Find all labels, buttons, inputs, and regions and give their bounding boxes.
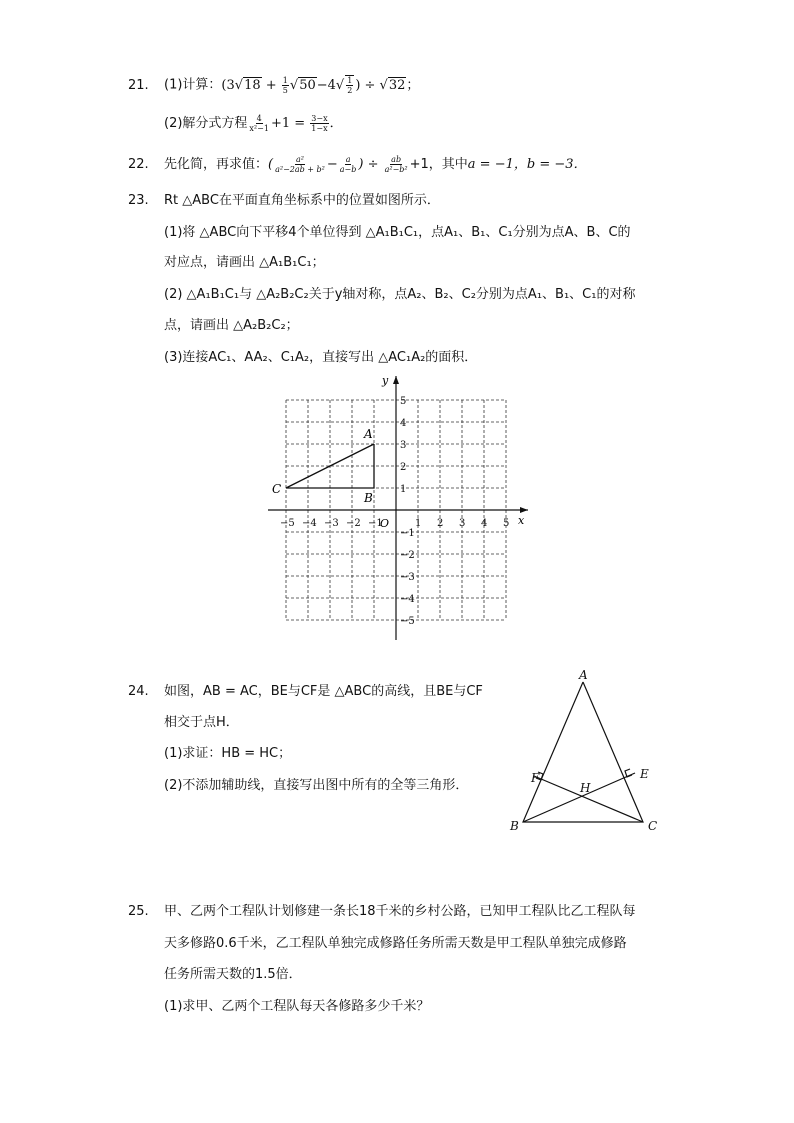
- q25-line1: 25. 甲、乙两个工程队计划修建一条长18千米的乡村公路，已知甲工程队比乙工程队每: [128, 904, 636, 919]
- x-axis-label: x: [518, 514, 525, 527]
- q24-triangle-figure: [505, 670, 665, 840]
- x-tick-label: 1: [415, 518, 422, 529]
- q22-text: 先化简，再求值：: [164, 157, 269, 172]
- point-c-label: C: [272, 482, 282, 496]
- q25-part1: (1)求甲、乙两个工程队每天各修路多少千米？: [164, 999, 430, 1014]
- q23-number: 23.: [128, 193, 149, 208]
- q25-line2: 天多修路0.6千米，乙工程队单独完成修路任务所需天数是甲工程队单独完成修路: [164, 936, 627, 951]
- x-tick-label: −5: [280, 518, 295, 529]
- q24-part2: (2)不添加辅助线，直接写出图中所有的全等三角形．: [164, 778, 469, 793]
- q23-part2-b: 点，请画出 △A₂B₂C₂；: [164, 318, 299, 333]
- q23-part1-a: (1)将 △ABC向下平移4个单位得到 △A₁B₁C₁，点A₁、B₁、C₁分别为点A、B、C的: [164, 225, 631, 240]
- q21-part2-label: (2)解分式方程: [164, 116, 248, 131]
- y-tick-label: −5: [400, 616, 415, 627]
- q23-intro: 23. Rt △ABC在平面直角坐标系中的位置如图所示．: [128, 193, 440, 208]
- fig-label-b: B: [510, 819, 519, 833]
- x-tick-label: 3: [459, 518, 466, 529]
- q21-part1-label: (1)计算：: [164, 77, 222, 93]
- x-tick-label: −1: [368, 518, 383, 529]
- triangle-abc-outline: [523, 682, 643, 822]
- q24-part1: (1)求证：HB = HC；: [164, 746, 292, 761]
- y-axis-label: y: [382, 374, 389, 387]
- q24-line1: 24. 如图，AB = AC，BE与CF是 △ABC的高线，且BE与CF: [128, 684, 483, 699]
- q22-number: 22.: [128, 157, 149, 172]
- y-tick-label: 5: [400, 396, 407, 407]
- fig-label-a: A: [579, 670, 588, 682]
- x-tick-label: −3: [324, 518, 339, 529]
- point-a-label: A: [364, 427, 373, 441]
- q21-part1: [128, 75, 419, 95]
- x-tick-label: 5: [503, 518, 510, 529]
- y-tick-label: 2: [400, 462, 407, 473]
- q23-part1-b: 对应点，请画出 △A₁B₁C₁；: [164, 255, 325, 270]
- y-tick-label: −3: [400, 572, 415, 583]
- y-axis-arrow: [393, 376, 399, 384]
- y-tick-label: 3: [400, 440, 407, 451]
- x-tick-label: −2: [346, 518, 361, 529]
- point-b-label: B: [364, 491, 373, 505]
- q21-number: 21.: [128, 77, 149, 93]
- q25-number: 25.: [128, 904, 149, 919]
- q22: 22. 先化简，再求值：( $\frac{\text{a²}}{\text{a²−2ab + b²}}$ − $\frac{a}{a-b}$ ) ÷ $\frac{ab}{\text{a²−b²}}$ +1，其中a = −1，b = −3．: [128, 155, 587, 174]
- tick-labels: [280, 396, 509, 627]
- y-tick-label: −2: [400, 550, 415, 561]
- y-tick-label: −4: [400, 594, 415, 605]
- y-tick-label: −1: [400, 528, 415, 539]
- origin-label: O: [380, 517, 390, 530]
- x-axis-arrow: [520, 507, 528, 513]
- q23-coordinate-grid: [260, 372, 540, 644]
- fig-label-e: E: [640, 767, 649, 781]
- x-tick-label: 2: [437, 518, 444, 529]
- y-tick-label: 4: [400, 418, 407, 429]
- x-tick-label: −4: [302, 518, 317, 529]
- q21-part2: (2)解分式方程 $\frac{4}{\text{x²−1}}$ +1 = $\frac{3-x}{1-x}$ ．: [164, 114, 343, 133]
- fig-label-c: C: [648, 819, 658, 833]
- altitude-be: [523, 773, 635, 822]
- q25-line3: 任务所需天数的1.5倍．: [164, 967, 302, 982]
- q21-expression: (3√18 + $\frac{1}{5}$ √50−4√ $\frac{1}{2}$ ) ÷ √32；: [221, 75, 420, 95]
- fig-label-h: H: [580, 781, 591, 795]
- q22-expression: ( $\frac{\text{a²}}{\text{a²−2ab + b²}}$ − $\frac{a}{a-b}$ ) ÷ $\frac{ab}{\text{a²−b²}}$: [268, 155, 408, 174]
- q24-number: 24.: [128, 684, 149, 699]
- right-angle-e: [625, 769, 632, 777]
- fig-label-f: F: [531, 771, 540, 785]
- y-tick-label: 1: [400, 484, 407, 495]
- q24-line2: 相交于点H．: [164, 715, 239, 730]
- q23-part2-a: (2) △A₁B₁C₁与 △A₂B₂C₂关于y轴对称，点A₂、B₂、C₂分别为点A₁、B₁、C₁的对称: [164, 287, 636, 302]
- x-tick-label: 4: [481, 518, 488, 529]
- q23-part3: (3)连接AC₁、AA₂、C₁A₂，直接写出 △AC₁A₂的面积．: [164, 350, 478, 365]
